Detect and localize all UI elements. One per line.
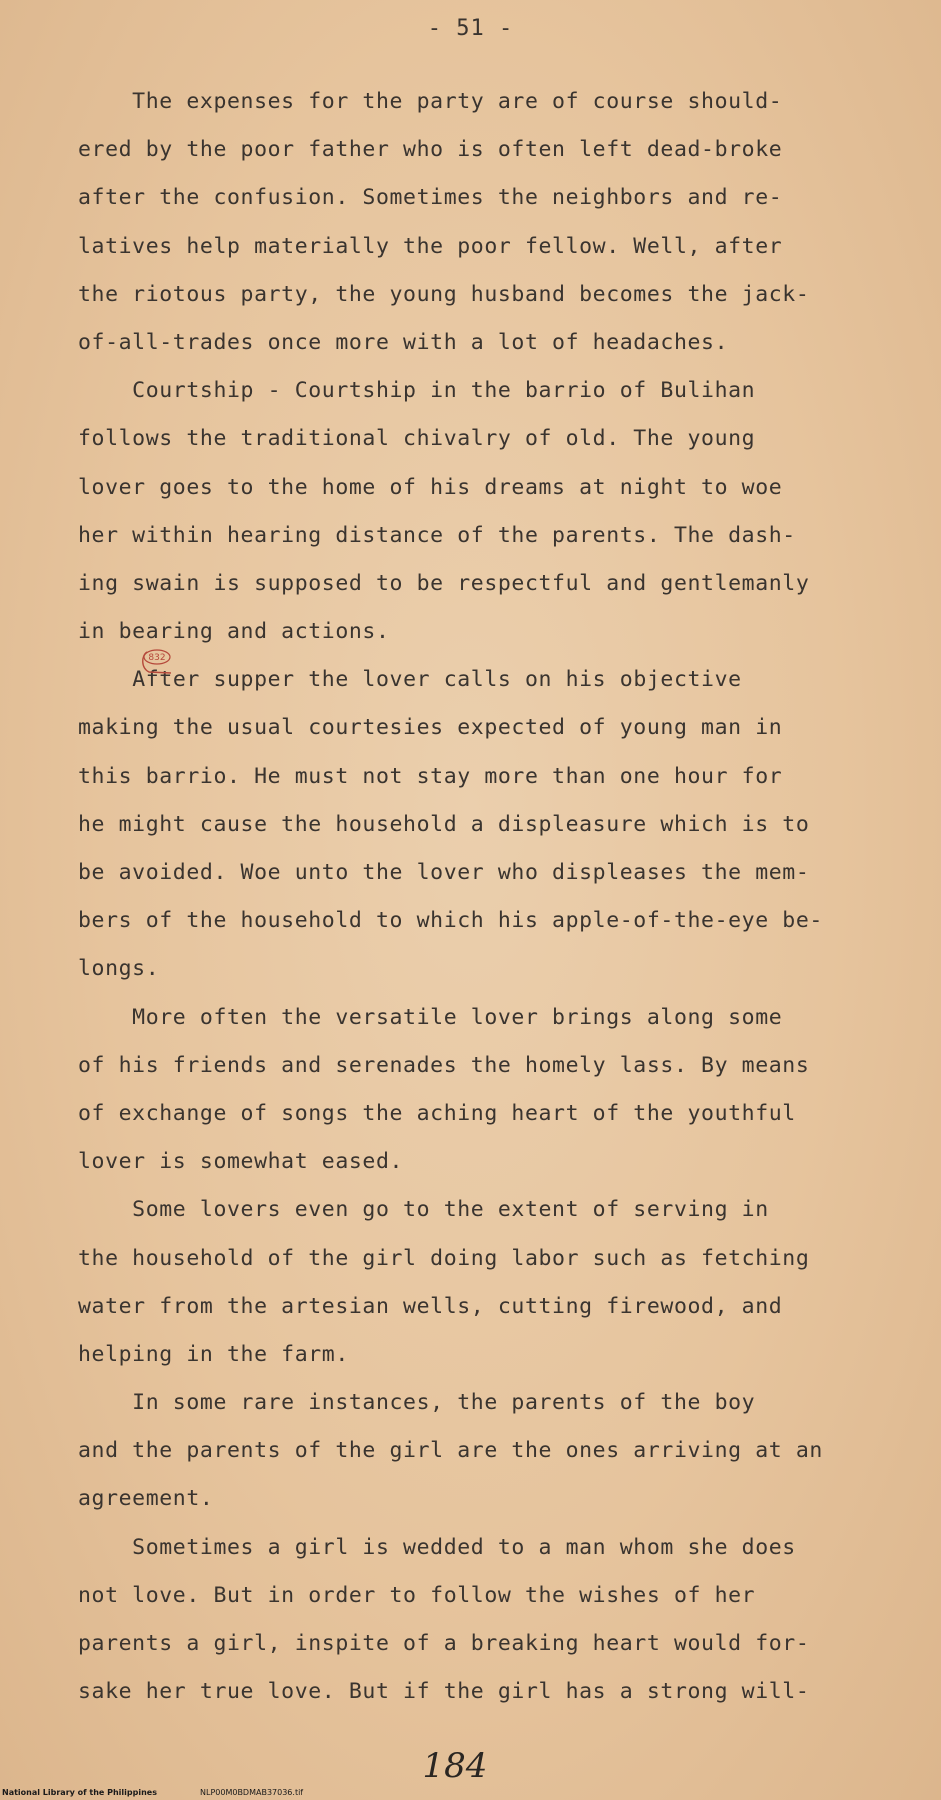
text-line: helping in the farm. bbox=[78, 1341, 349, 1367]
text-line: water from the artesian wells, cutting firewood, and bbox=[78, 1293, 783, 1319]
handwritten-number-text: 184 bbox=[422, 1746, 488, 1786]
text-line: of-all-trades once more with a lot of headaches. bbox=[78, 329, 729, 355]
text-line: sake her true love. But if the girl has a strong will- bbox=[78, 1679, 810, 1705]
text-line: in bearing and actions. bbox=[78, 619, 390, 645]
text-line: Courtship - Courtship in the barrio of Bulihan bbox=[78, 378, 756, 404]
text-line: follows the traditional chivalry of old. The young bbox=[78, 426, 756, 452]
text-line: More often the versatile lover brings along some bbox=[78, 1004, 783, 1030]
text-line: ered by the poor father who is often left dead-broke bbox=[78, 137, 783, 163]
text-line: Some lovers even go to the extent of serving in bbox=[78, 1197, 769, 1223]
text-line: The expenses for the party are of course should- bbox=[78, 89, 783, 114]
margin-note-text: 832 bbox=[148, 653, 166, 663]
page-number: - 51 - bbox=[427, 16, 514, 41]
text-line: this barrio. He must not stay more than one hour for bbox=[78, 763, 783, 789]
text-line: the household of the girl doing labor such as fetching bbox=[78, 1245, 810, 1271]
text-line bbox=[78, 656, 878, 704]
text-line-content: After supper the lover calls on his objective bbox=[132, 667, 742, 693]
scan-footer bbox=[0, 1786, 941, 1800]
text-line: In some rare instances, the parents of the boy bbox=[78, 1390, 756, 1416]
text-line: not love. But in order to follow the wishes of her bbox=[78, 1582, 756, 1608]
text-line: latives help materially the poor fellow. Well, after bbox=[78, 233, 783, 259]
text-line: bers of the household to which his apple-of-the-eye be- bbox=[78, 908, 823, 934]
handwritten-page-number bbox=[415, 1737, 495, 1793]
text-line: parents a girl, inspite of a breaking heart would for- bbox=[78, 1631, 810, 1656]
text-line: of his friends and serenades the homely lass. By means bbox=[78, 1052, 810, 1078]
footer-library: National Library of the Philippines bbox=[2, 1788, 157, 1797]
text-line: the riotous party, the young husband becomes the jack- bbox=[78, 281, 810, 307]
text-line: lover is somewhat eased. bbox=[78, 1149, 404, 1175]
text-line: after the confusion. Sometimes the neighbors and re- bbox=[78, 185, 783, 211]
footer-file: NLP00M0BDMAB37036.tif bbox=[200, 1788, 304, 1797]
text-line: and the parents of the girl are the ones arriving at an bbox=[78, 1438, 823, 1464]
text-line: he might cause the household a displeasure which is to bbox=[78, 811, 810, 837]
text-line: of exchange of songs the aching heart of the youthful bbox=[78, 1100, 796, 1126]
text-line: making the usual courtesies expected of young man in bbox=[78, 715, 783, 741]
text-line: Sometimes a girl is wedded to a man whom she does bbox=[78, 1534, 796, 1560]
text-line: her within hearing distance of the parents. The dash- bbox=[78, 522, 796, 548]
body-text bbox=[78, 78, 878, 1716]
margin-note-mark bbox=[139, 648, 173, 676]
text-line: ing swain is supposed to be respectful and gentlemanly bbox=[78, 570, 810, 596]
text-line: agreement. bbox=[78, 1486, 214, 1512]
text-line: be avoided. Woe unto the lover who displeases the mem- bbox=[78, 860, 810, 885]
text-line: longs. bbox=[78, 956, 160, 982]
text-line: lover goes to the home of his dreams at night to woe bbox=[78, 474, 783, 500]
